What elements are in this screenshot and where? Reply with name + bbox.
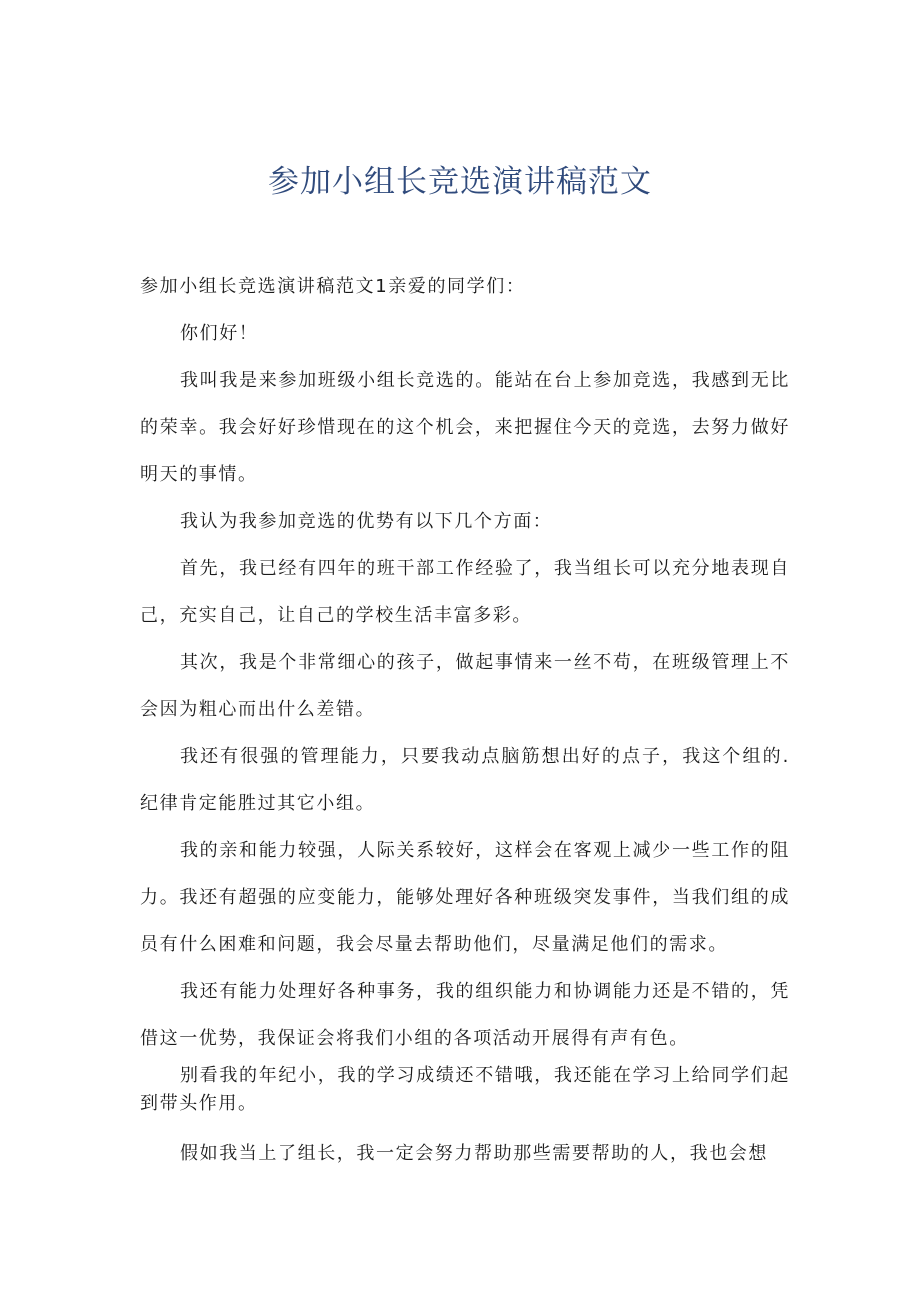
- paragraph-first-advantage: 首先，我已经有四年的班干部工作经验了，我当组长可以充分地表现自己，充实自己，让自己的学校生活丰富多彩。: [140, 558, 790, 626]
- document-title: 参加小组长竞选演讲稿范文: [268, 164, 652, 200]
- paragraph-study-role: 别看我的年纪小，我的学习成绩还不错哦，我还能在学习上给同学们起到带头作用。: [140, 1065, 790, 1114]
- paragraph-management-ability: 我还有很强的管理能力，只要我动点脑筋想出好的点子，我这个组的.纪律肯定能胜过其它小组。: [140, 746, 790, 814]
- paragraph-second-advantage: 其次，我是个非常细心的孩子，做起事情来一丝不苟，在班级管理上不会因为粗心而出什么差错。: [140, 652, 790, 720]
- paragraph-advantages-intro: 我认为我参加竞选的优势有以下几个方面：: [180, 511, 553, 532]
- document-body: [140, 263, 790, 1177]
- paragraph-introduction: 我叫我是来参加班级小组长竞选的。能站在台上参加竞选，我感到无比的荣幸。我会好好珍惜现在的这个机会，来把握住今天的竞选，去努力做好明天的事情。: [140, 370, 790, 485]
- paragraph-greeting: 你们好！: [180, 323, 259, 344]
- paragraph-affinity-ability: 我的亲和能力较强，人际关系较好，这样会在客观上减少一些工作的阻力。我还有超强的应变能力，能够处理好各种班级突发事件，当我们组的成员有什么困难和问题，我会尽量去帮助他们，尽量满足他们的需求。: [140, 840, 790, 955]
- paragraph-opening: 参加小组长竞选演讲稿范文1亲爱的同学们：: [140, 276, 526, 297]
- paragraph-if-elected: 假如我当上了组长，我一定会努力帮助那些需要帮助的人，我也会想: [180, 1143, 768, 1164]
- paragraph-organization-ability: 我还有能力处理好各种事务，我的组织能力和协调能力还是不错的，凭借这一优势，我保证会将我们小组的各项活动开展得有声有色。: [140, 981, 790, 1049]
